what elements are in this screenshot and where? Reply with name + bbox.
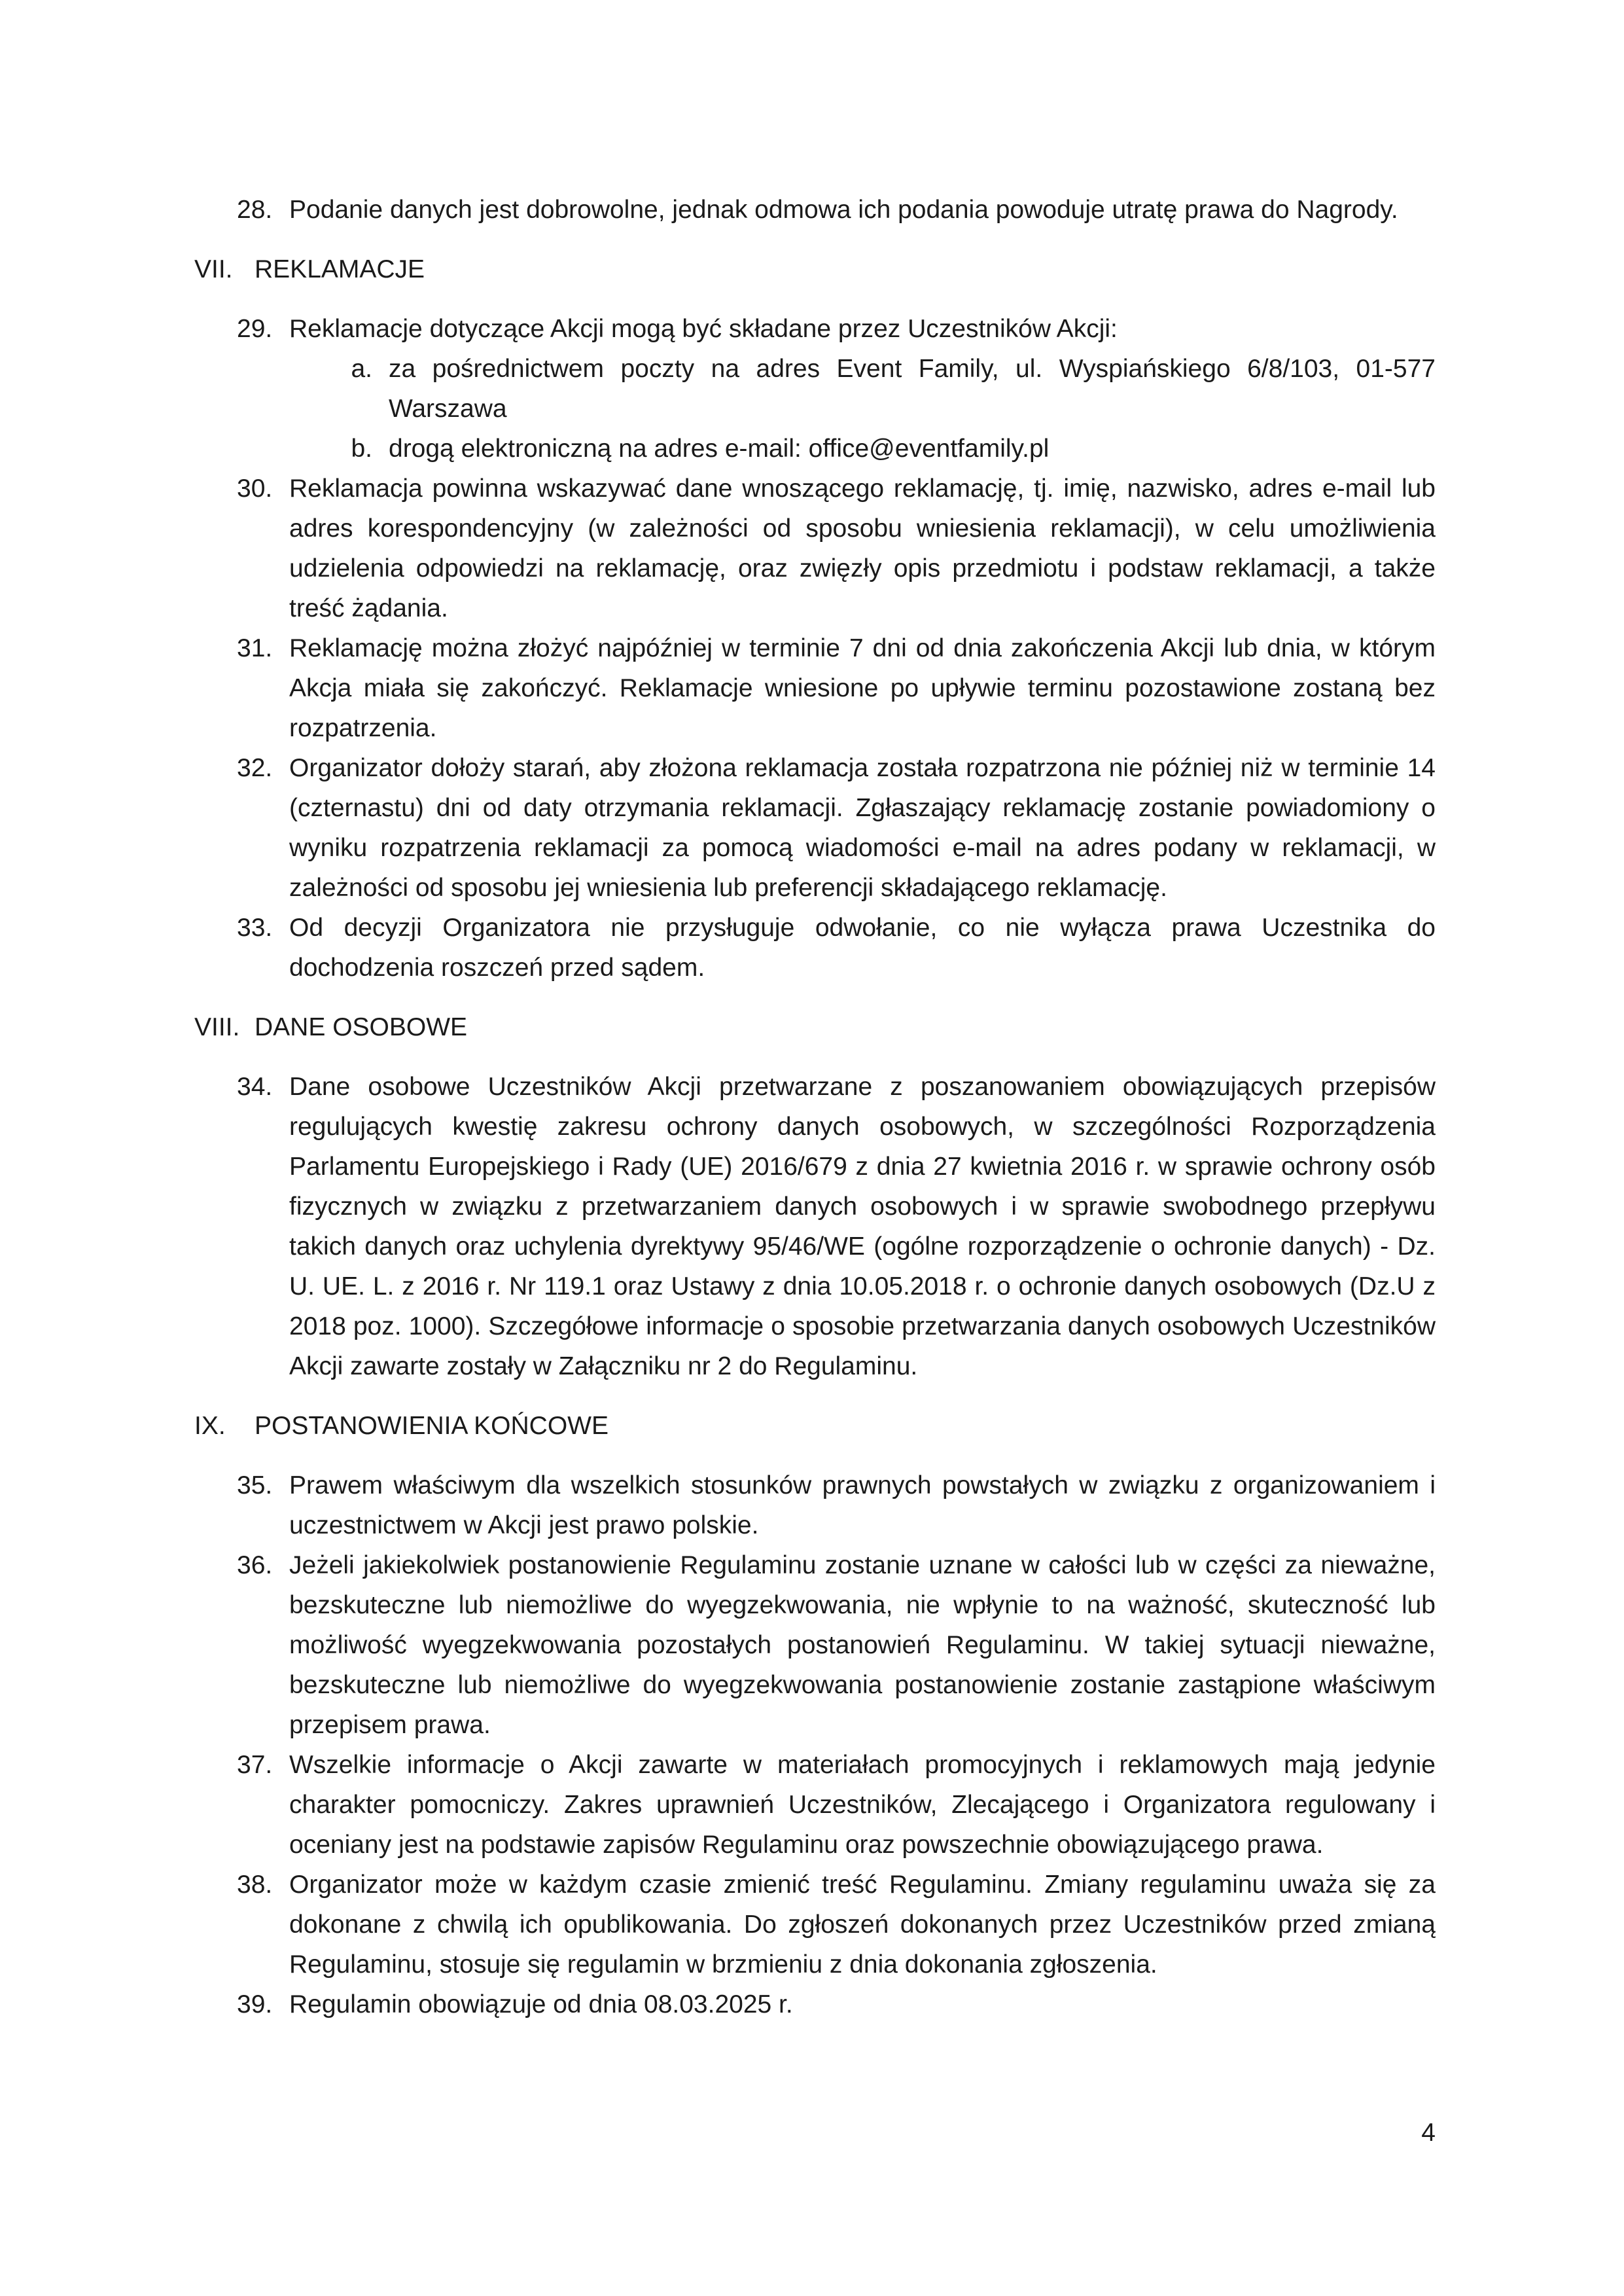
section-title: REKLAMACJE	[255, 255, 425, 283]
item-number: 38.	[237, 1871, 273, 1899]
item-number: 34.	[237, 1073, 273, 1101]
section-number: VIII.	[194, 1013, 240, 1041]
item-text: Jeżeli jakiekolwiek postanowienie Regulaminu zostanie uznane w całości lub w części za nieważne, bezskuteczne lub niemożliwe do wyegzekwowania, nie wpłynie to na ważność, skuteczność lub możliwość wyegzekwowania pozostałych postanowień Regulaminu. W takiej sytuacji nieważne, bezskuteczne lub niemożliwe do wyegzekwowania postanowienie zostanie zastąpione właściwym przepisem prawa.	[289, 1551, 1436, 1739]
item-text: Reklamację można złożyć najpóźniej w terminie 7 dni od dnia zakończenia Akcji lub dnia, w którym Akcja miała się zakończyć. Reklamacje wniesione po upływie terminu pozostawione zostaną bez rozpatrzenia.	[289, 634, 1436, 742]
item-number: 39.	[237, 1990, 273, 2018]
list-item-30	[237, 469, 1436, 628]
list-item-33	[237, 908, 1436, 988]
item-text: Reklamacja powinna wskazywać dane wnoszącego reklamację, tj. imię, nazwisko, adres e-mail lub adres korespondencyjny (w zależności od sposobu wniesienia reklamacji), w celu umożliwienia udzielenia odpowiedzi na reklamację, oraz zwięzły opis przedmiotu i podstaw reklamacji, a także treść żądania.	[289, 475, 1436, 622]
item-text: Prawem właściwym dla wszelkich stosunków prawnych powstałych w związku z organizowaniem i uczestnictwem w Akcji jest prawo polskie.	[289, 1471, 1436, 1539]
item-number: 37.	[237, 1751, 273, 1779]
item-number: 33.	[237, 914, 273, 942]
list-item-28	[237, 190, 1436, 230]
list-item-31	[237, 628, 1436, 748]
item-text: Organizator może w każdym czasie zmienić treść Regulaminu. Zmiany regulaminu uważa się za dokonane z chwilą ich opublikowania. Do zgłoszeń dokonanych przez Uczestników przed zmianą Regulaminu, stosuje się regulamin w brzmieniu z dnia dokonania zgłoszenia.	[289, 1871, 1436, 1979]
sub-item-text: za pośrednictwem poczty na adres Event Family, ul. Wyspiańskiego 6/8/103, 01-577 Warszawa	[389, 355, 1436, 423]
sub-item-text: drogą elektroniczną na adres e-mail: office@eventfamily.pl	[389, 435, 1050, 463]
document-body	[194, 190, 1436, 2024]
list-item-32	[237, 748, 1436, 908]
list-item-36	[237, 1545, 1436, 1745]
item-number: 32.	[237, 754, 273, 782]
item-text: Organizator dołoży starań, aby złożona reklamacja została rozpatrzona nie później niż w terminie 14 (czternastu) dni od daty otrzymania reklamacji. Zgłaszający reklamację zostanie powiadomiony o wyniku rozpatrzenia reklamacji za pomocą wiadomości e-mail na adres podany w reklamacji, w zależności od sposobu jej wniesienia lub preferencji składającego reklamację.	[289, 754, 1436, 902]
section-heading-postanowienia-koncowe	[194, 1406, 1436, 1446]
item-number: 30.	[237, 475, 273, 503]
section-heading-dane-osobowe	[194, 1007, 1436, 1047]
section-title: DANE OSOBOWE	[255, 1013, 468, 1041]
item-text: Reklamacje dotyczące Akcji mogą być składane przez Uczestników Akcji:	[289, 315, 1118, 343]
item-text: Wszelkie informacje o Akcji zawarte w materiałach promocyjnych i reklamowych mają jedynie charakter pomocniczy. Zakres uprawnień Uczestników, Zlecającego i Organizatora regulowany i oceniany jest na podstawie zapisów Regulaminu oraz powszechnie obowiązującego prawa.	[289, 1751, 1436, 1859]
item-number: 35.	[237, 1471, 273, 1499]
list-item-34	[237, 1067, 1436, 1386]
list-item-39	[237, 1984, 1436, 2024]
sub-item-29a	[340, 349, 1436, 429]
section-heading-reklamacje	[194, 249, 1436, 289]
list-item-29	[237, 309, 1436, 349]
sub-item-29b	[340, 429, 1436, 469]
item-number: 31.	[237, 634, 273, 662]
list-item-37	[237, 1745, 1436, 1865]
item-text: Regulamin obowiązuje od dnia 08.03.2025 r.	[289, 1990, 793, 2018]
section-title: POSTANOWIENIA KOŃCOWE	[255, 1412, 609, 1440]
item-text: Od decyzji Organizatora nie przysługuje odwołanie, co nie wyłącza prawa Uczestnika do dochodzenia roszczeń przed sądem.	[289, 914, 1436, 982]
section-number: VII.	[194, 255, 233, 283]
list-item-38	[237, 1865, 1436, 1984]
item-number: 36.	[237, 1551, 273, 1579]
item-number: 29.	[237, 315, 273, 343]
item-number: 28.	[237, 196, 273, 224]
sub-item-letter: a.	[351, 355, 372, 383]
section-number: IX.	[194, 1412, 226, 1440]
sub-item-letter: b.	[351, 435, 372, 463]
list-item-35	[237, 1465, 1436, 1545]
item-text: Podanie danych jest dobrowolne, jednak odmowa ich podania powoduje utratę prawa do Nagrody.	[289, 196, 1398, 224]
page-number: 4	[1421, 2119, 1436, 2147]
item-text: Dane osobowe Uczestników Akcji przetwarzane z poszanowaniem obowiązujących przepisów regulujących kwestię zakresu ochrony danych osobowych, w szczególności Rozporządzenia Parlamentu Europejskiego i Rady (UE) 2016/679 z dnia 27 kwietnia 2016 r. w sprawie ochrony osób fizycznych w związku z przetwarzaniem danych osobowych i w sprawie swobodnego przepływu takich danych oraz uchylenia dyrektywy 95/46/WE (ogólne rozporządzenie o ochronie danych) - Dz. U. UE. L. z 2016 r. Nr 119.1 oraz Ustawy z dnia 10.05.2018 r. o ochronie danych osobowych (Dz.U z 2018 poz. 1000). Szczegółowe informacje o sposobie przetwarzania danych osobowych Uczestników Akcji zawarte zostały w Załączniku nr 2 do Regulaminu.	[289, 1073, 1436, 1380]
